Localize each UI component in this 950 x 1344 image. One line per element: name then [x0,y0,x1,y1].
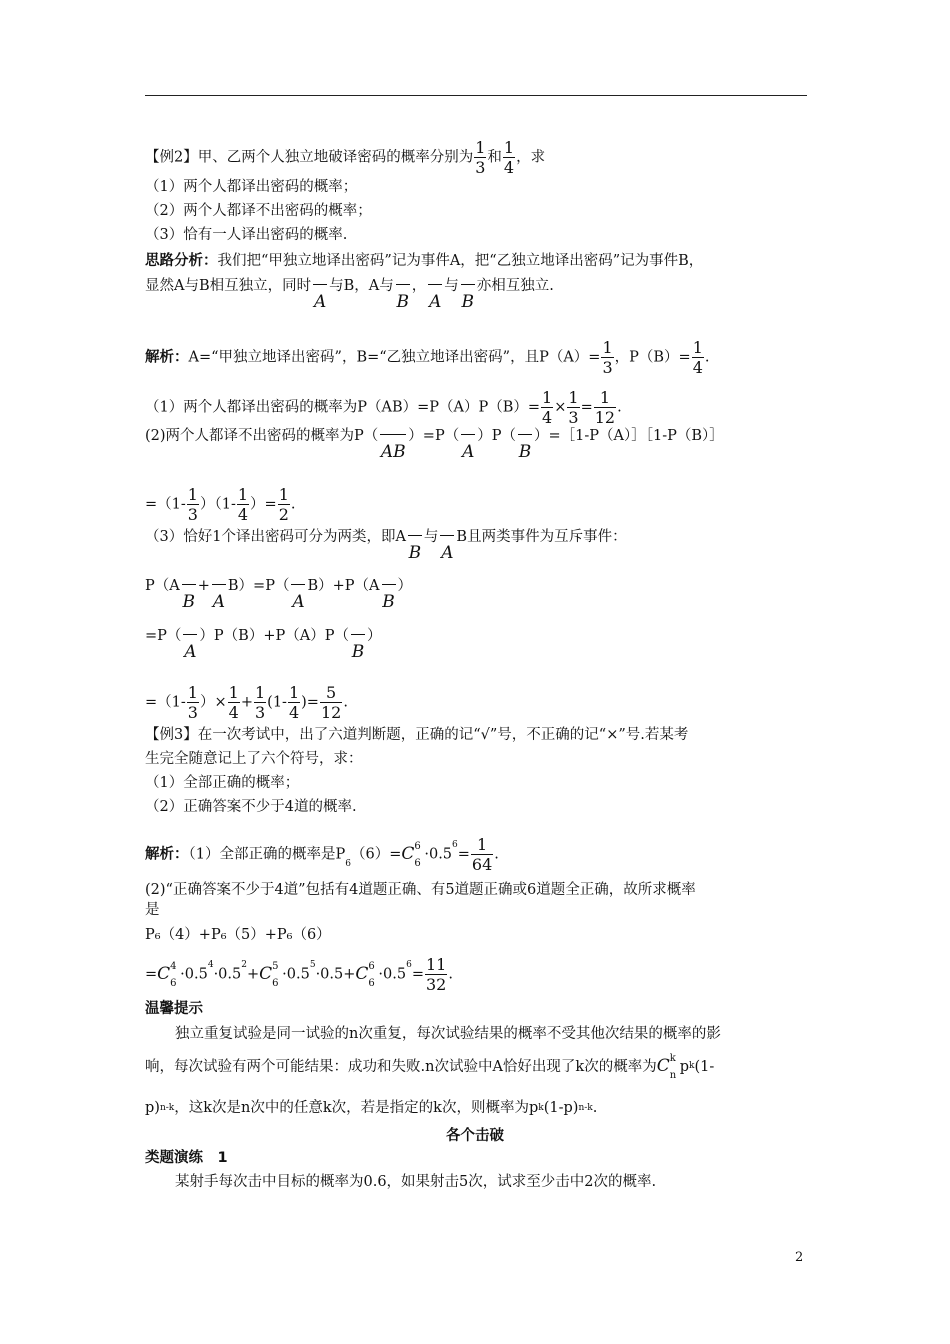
solution3-result: =C 4 6 $\cdot 0.5^4\cdot 0.5^2+C$ 5 6 $\cdot 0.5^5\cdot 0.5+C$ 6 6 $\cdot 0.5^6=$ $\frac{11}{32}$ . [145,955,453,994]
example2-question-2: （2）两个人都译不出密码的概率； [145,203,372,219]
drill-question: 某射手每次击中目标的概率为0.6，如果射击5次，试求至少击中2次的概率. [175,1174,657,1190]
tip-paragraph-3: p)$^{n-k}$，这k次是n次中的任意k次，若是指定的k次，则概率为$p^k(1-p)^{n-k}$. [145,1100,598,1116]
solution2-step-1: （1）两个人都译出密码的概率为P（AB）=P（A）P（B）= $\frac{1}{4}$ × $\frac{1}{3}$ = $\frac{1}{12}$ . [145,388,622,427]
tip-paragraph-2: 响，每次试验有两个可能结果：成功和失败.n次试验中A恰好出现了k次的概率为C k n $p^k(1-$ [145,1053,715,1081]
analysis-label: 思路分析： [145,253,218,269]
fraction-one-quarter: $\frac{1}{4}$ [503,138,515,177]
solution3-sum: P₆（4）+P₆（5）+P₆（6） [145,927,331,943]
solution2-step-2-result: =（1- $\frac{1}{3}$ ）（1- $\frac{1}{4}$ ）= $\frac{1}{2}$ . [145,485,296,524]
solution3-step-1: 解析：（1）全部正确的概率是P6（6）=C 6 6 $\cdot 0.5^6=$ $\frac{1}{64}$ . [145,835,499,874]
solution2-step-3: （3）恰好1个译出密码可分为两类，即A B 与 A B且两类事件为互斥事件： [145,529,627,563]
solution2-formula-3: =（1- $\frac{1}{3}$ ）× $\frac{1}{4}$ + $\frac{1}{3}$ (1- $\frac{1}{4}$ )= $\frac{5}{12}$ . [145,683,348,722]
solution3-step-2: (2)“正确答案不少于4道”包括有4道题正确、有5道题正确或6道题全正确，故所求概率 [145,882,696,898]
solution-label: 解析： [145,846,189,863]
drill-label: 类题演练 1 [145,1150,228,1166]
analysis-line-1: 思路分析：我们把“甲独立地译出密码”记为事件A，把“乙独立地译出密码”记为事件B， [145,253,704,269]
solution3-step-2-cont: 是 [145,902,160,918]
solution-label: 解析： [145,349,189,366]
solution2-formula-2: =P（ A ）P（B）+P（A）P（ B ） [145,628,382,662]
analysis-line-2: 显然A与B相互独立，同时 A 与B，A与 B ， A 与 B 亦相互独立. [145,278,554,312]
example3-question-2: （2）正确答案不少于4道的概率. [145,799,357,815]
complement-A: A [312,276,328,296]
example3-heading: 【例3】在一次考试中，出了六道判断题，正确的记“√”号，不正确的记“×”号.若某考 [145,727,689,743]
solution2-definitions: 解析：A=“甲独立地译出密码”，B=“乙独立地译出密码”，且P（A）= $\frac{1}{3}$ ，P（B）= $\frac{1}{4}$ . [145,338,710,377]
section-title: 各个击破 [446,1128,504,1144]
tip-paragraph-1: 独立重复试验是同一试验的n次重复，每次试验结果的概率不受其他次结果的概率的影 [175,1026,721,1042]
example2-question-1: （1）两个人都译出密码的概率； [145,179,358,195]
example3-question-1: （1）全部正确的概率； [145,775,300,791]
complement-AB: AB [379,426,407,446]
complement-A: A [427,276,443,296]
solution2-step-2: (2)两个人都译不出密码的概率为P（ AB ）=P（ A ）P（ B ）=［1-P（A）］［1-P（B）］ [145,428,724,462]
solution2-formula-1: P（A B + A B）=P（ A B）+P（A B ） [145,578,412,612]
page-number: 2 [795,1250,804,1265]
example2-heading: 【例2】甲、乙两个人独立地破译密码的概率分别为 $\frac{1}{3}$ 和 $\frac{1}{4}$ ，求 [145,138,546,177]
tip-title: 温馨提示 [145,1001,203,1017]
fraction-one-third: $\frac{1}{3}$ [475,138,486,177]
example3-heading-cont: 生完全随意记上了六个符号，求： [145,751,363,767]
example2-question-3: （3）恰有一人译出密码的概率. [145,227,348,243]
header-rule [145,95,807,96]
combination-C-6-6: C 6 6 [401,840,421,869]
complement-B: B [395,276,411,296]
complement-B: B [460,276,476,296]
